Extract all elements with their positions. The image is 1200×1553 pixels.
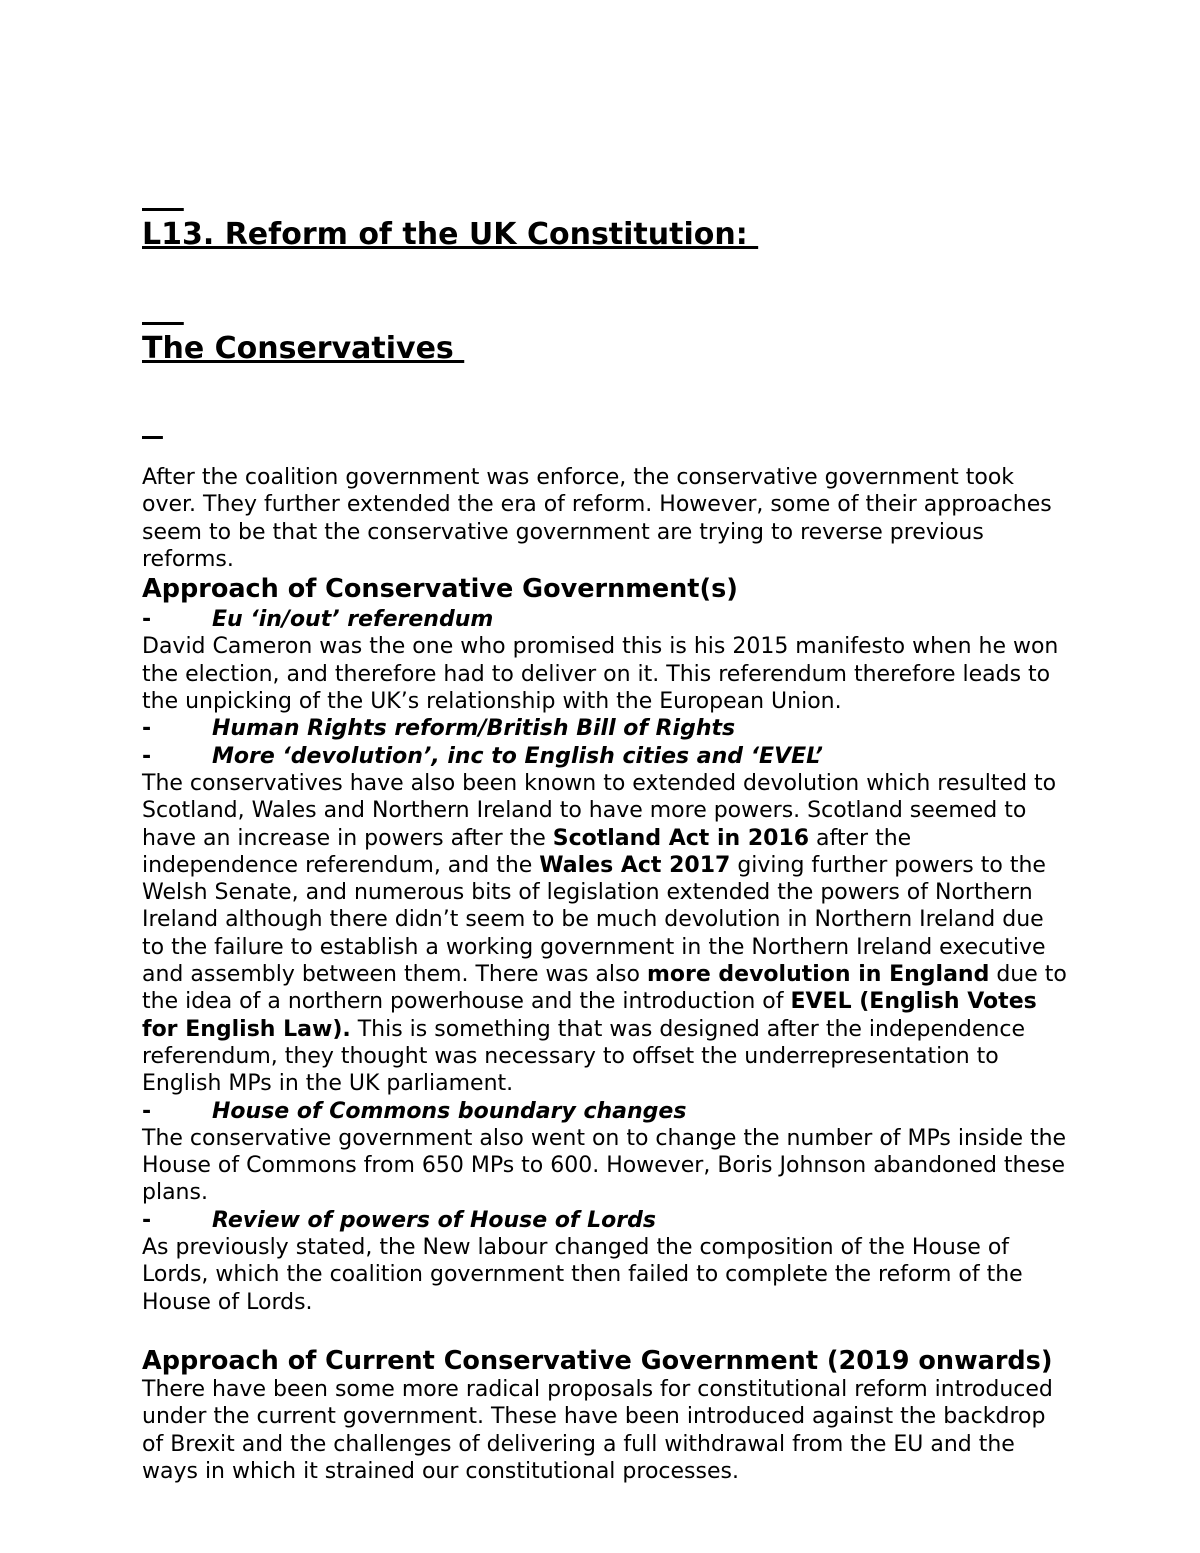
bullet-marker: - <box>142 743 152 769</box>
boundary-paragraph: The conservative government also went on to change the number of MPs inside the House of Commons from 650 MPs to 600. However, Boris Johnson abandoned these plans. <box>142 1125 1067 1206</box>
devolution-text-5: This is something that was designed after the independence referendum, they thought was necessary to offset the underrepresentation to English MPs in the UK parliament. <box>142 1016 1025 1097</box>
bullet-marker: - <box>142 1207 152 1233</box>
bullet-marker: - <box>142 607 152 633</box>
eu-referendum-paragraph: David Cameron was the one who promised this is his 2015 manifesto when he won the election, and therefore had to deliver on it. This referendum therefore leads to the unpicking of the UK’s relationship with the European Union. <box>142 634 1059 715</box>
devolution-paragraph <box>142 770 1072 1098</box>
title-line-2: The Conservatives <box>142 331 465 366</box>
bullet-label: Eu ‘in/out’ referendum <box>212 607 494 633</box>
devolution-text-2: after the independence referendum, and the <box>142 825 912 878</box>
lords-paragraph: As previously stated, the New labour changed the composition of the House of Lords, which the coalition government then failed to complete the reform of the House of Lords. <box>142 1235 1023 1315</box>
document-title <box>142 140 1072 444</box>
bullet-label: More ‘devolution’, inc to English cities and ‘EVEL’ <box>212 743 824 769</box>
bullet-house-of-lords <box>142 1207 1072 1234</box>
devolution-text-3: giving further powers to the Welsh Senate, and numerous bits of legislation extended the powers of Northern Ireland although there didn’t seem to be much devolution in Northern Ireland due to the failure to establish a working government in the Northern Ireland executive and assembly between them. There was also <box>142 852 1046 988</box>
bullet-label: Review of powers of House of Lords <box>212 1207 656 1233</box>
devolution-text-4: due to the idea of a northern powerhouse and the introduction of <box>142 962 1067 1015</box>
section-heading-conservative-approach: Approach of Conservative Government(s) <box>142 574 738 605</box>
devolution-text-1: The conservatives have also been known to extended devolution which resulted to Scotland, Wales and Northern Ireland to have more powers. Scotland seemed to have an increase in powers after the <box>142 770 1057 851</box>
bullet-devolution <box>142 743 1072 770</box>
scotland-act-bold: Scotland Act in 2016 <box>552 825 810 851</box>
bullet-human-rights <box>142 715 1072 742</box>
england-devolution-bold: more devolution in England <box>646 962 990 988</box>
bullet-label: Human Rights reform/British Bill of Rights <box>212 716 736 742</box>
bullet-marker: - <box>142 716 152 742</box>
bullet-boundary-changes <box>142 1098 1072 1125</box>
evel-bold: EVEL (English Votes for English Law). <box>142 989 1037 1042</box>
section-heading-current-government: Approach of Current Conservative Government (2019 onwards) <box>142 1345 1053 1376</box>
bullet-marker: - <box>142 1098 152 1124</box>
wales-act-bold: Wales Act 2017 <box>539 852 731 878</box>
title-line-1: L13. Reform of the UK Constitution: <box>142 217 759 252</box>
bullet-eu-referendum <box>142 606 1072 633</box>
intro-paragraph: After the coalition government was enforce, the conservative government took over. They further extended the era of reform. However, some of their approaches seem to be that the conservative government are trying to reverse previous reforms. <box>142 465 1052 572</box>
current-government-paragraph: There have been some more radical proposals for constitutional reform introduced under the current government. These have been introduced against the backdrop of Brexit and the challenges of delivering a full withdrawal from the EU and the ways in which it strained our constitutional processes. <box>142 1376 1053 1484</box>
bullet-label: House of Commons boundary changes <box>212 1098 687 1124</box>
document-page <box>142 140 1072 1485</box>
